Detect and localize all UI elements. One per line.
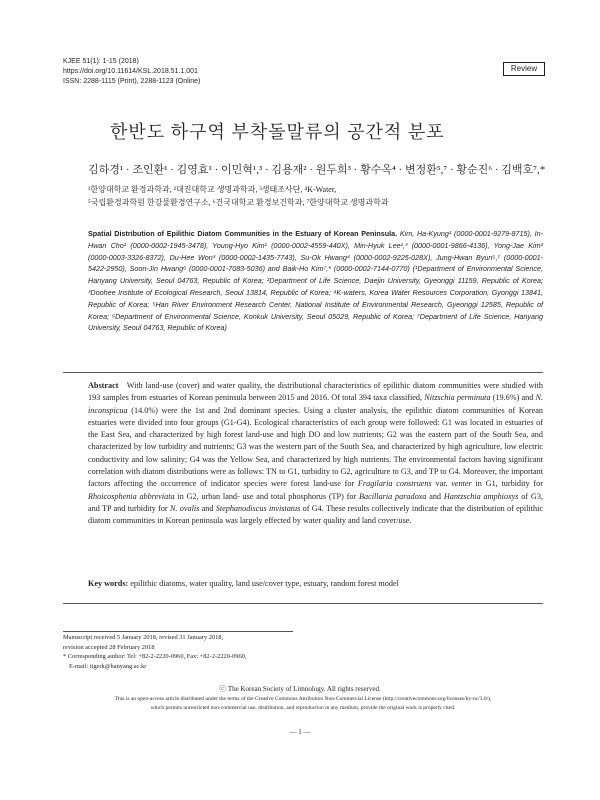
journal-meta — [63, 57, 200, 87]
license-line: This is an open-access article distributed under the terms of the Creative Commons Attribution Non-Commercial License (http://creativecommons.org/licenses/by-nc/3.0/), — [114, 696, 492, 702]
species-name: N. ovalis — [169, 503, 200, 513]
footnote-line: * Corresponding author: Tel: +82-2-2220-0960, Fax: +82-2-2220-0960, — [63, 653, 247, 661]
korean-affiliations — [88, 183, 389, 209]
english-authors: Kim, Ha-Kyung¹ (0000-0001-9279-8715), In-Hwan Cho¹ (0000-0002-1945-3478), Young-Hyo Kim¹ (0000-0002-4559-440X), Min-Hyuk Lee¹,³ (0000-0001-9866-4136), Yong-Jae Kim² (0000-0003-3326-8372), Du-Hee Won³ (0000-0002-1435-7743), Su-Ok Hwang⁴ (0000-0002-9225-028X), Jung-Hwan Byun⁵,⁷ (0000-0001-5422-2950), Soon-Jin Hwang⁶ (0000-0001-7083-5036) and Baik-Ho Kim⁷,* (0000-0002-7144-0770) — [88, 229, 544, 274]
species-name: Stephanodiscus invistatus — [215, 503, 301, 513]
abstract-label: Abstract — [88, 381, 119, 390]
section-divider — [63, 603, 543, 604]
korean-affiliation-line: ⁵국립환경과학원 한강물환경연구소, ⁶건국대학교 환경보건학과, ⁷한양대학교 생명과학과 — [88, 198, 389, 207]
species-name: Bacillaria paradoxa — [359, 491, 427, 501]
issn: ISSN: 2288-1115 (Print), 2288-1123 (Online) — [63, 78, 201, 85]
footnotes — [63, 633, 246, 671]
korean-authors: 김하경¹ · 조인환¹ · 김영효¹ · 이민혁¹,³ · 김용재² · 원두희³ · 황수옥⁴ · 변정환⁵,⁷ · 황순진⁶ · 김백호⁷,* — [88, 164, 546, 176]
abstract-text: in G2, urban land- use and total phosphorus (TP) for — [174, 491, 359, 501]
footnote-divider — [63, 631, 293, 632]
abstract-text: var. — [431, 479, 452, 489]
copyright: ⓒ The Korean Society of Limnology. All rights reserved. — [219, 685, 381, 693]
keywords-text: epilithic diatoms, water quality, land use/cover type, estuary, random forest model — [130, 579, 399, 588]
english-header-block — [88, 228, 543, 334]
abstract — [88, 380, 543, 528]
doi-link[interactable]: https://doi.org/10.11614/KSL.2018.51.1.001 — [63, 68, 198, 75]
section-divider — [63, 372, 543, 373]
footnote-line: E-mail: tigerk@hanyang.ac.kr — [69, 662, 147, 670]
species-name: Rhoicosphenia abbreviata — [88, 491, 175, 501]
english-affiliations: (¹Department of Environmental Science, Hanyang University, Seoul 04763, Republic of Korea; ²Department of Life Science, Daejin University, Gyeonggi 11159, Republic of Korea; ³Doohee Institute of Ecological Research, Seoul 13814, Republic of Korea; ⁴K-waters, Korea Water Resources Corporation, Gyonggi 13841, Republic of Korea; ⁵Han River Environment Research Center, National Institute of Environmental Research, Gyeonggi 12585, Republic of Korea; ⁶Department of Environmental Science, Konkuk University, Seoul 05029, Republic of Korea; ⁷Department of Life Science, Hanyang University, Seoul 04763, Republic of Korea) — [88, 264, 544, 333]
article-type-badge: Review — [503, 62, 545, 76]
abstract-text: (19.6%) and — [490, 393, 536, 403]
journal-citation: KJEE 51(1): 1-15 (2018) — [63, 58, 139, 65]
species-name: Fragilaria construens — [357, 479, 432, 489]
korean-affiliation-line: ¹한양대학교 환경과학과, ²대진대학교 생명과학과, ³생태조사단, ⁴K-Water, — [88, 185, 337, 194]
license-line: which permits unrestricted non-commercial use, distribution, and reproduction in any medium, provide the original work is properly cited. — [150, 705, 456, 711]
species-name: Hantzschia amphioxys — [443, 491, 519, 501]
footnote-line: Manuscript received 5 January 2018, revised 31 January 2018, — [63, 634, 224, 641]
species-name: venter — [451, 479, 472, 489]
abstract-text: in G1, turbidity for — [471, 479, 543, 489]
species-name: N. inconspicua — [88, 393, 543, 415]
abstract-text: of G3, and TP and turbidity for — [88, 491, 543, 513]
keywords-label: Key words: — [88, 579, 129, 588]
footnote-line: revision accepted 28 February 2018 — [63, 643, 155, 651]
species-name: Nitzschia perminuta — [424, 393, 491, 403]
abstract-text: (14.0%) were the 1st and 2nd dominant species. Using a cluster analysis, the epilithic diatom communities of Korean estuaries were divided into four groups (G1-G4). Ecological characteristics of each group were followed: G1 was located in estuaries of the East Sea, and characterized by high forest land-use and high DO and low nutrients; G2 was the eastern part of the South Sea, and characterized by low turbidity and nutrients; G3 was the western part of the South Sea, and characterized by high agriculture, low electric conductivity and low salinity; G4 was the Yellow Sea, and characterized by high nutrients. The environmental factors having significant correlation with diatom distributions were as follows: TN to G1, turbidity to G2, agriculture to G3, and TP to G4. Moreover, the important factors affecting the occurrence of indicator species were forest land-use for — [88, 405, 543, 489]
abstract-text: and — [426, 491, 444, 501]
abstract-text: With land-use (cover) and water quality, the distributional characteristics of epilithic diatom communities were studied with 193 samples from estuaries of Korean peninsula between 2015 and 2016. Of total 394 taxa classified, — [88, 381, 543, 403]
license-text — [63, 695, 543, 713]
page-number: — 1 — — [289, 728, 311, 736]
abstract-text: and — [199, 503, 216, 513]
korean-title: 한반도 하구역 부착돌말류의 공간적 분포 — [110, 122, 445, 142]
keywords — [88, 579, 399, 588]
abstract-text: of G4. These results collectively indicate that the distribution of epilithic diatom communities in Korean peninsula was largely effected by water quality and land cover/use. — [88, 503, 543, 526]
english-title: Spatial Distribution of Epilithic Diatom Communities in the Estuary of Korean Peninsula. — [88, 229, 398, 238]
